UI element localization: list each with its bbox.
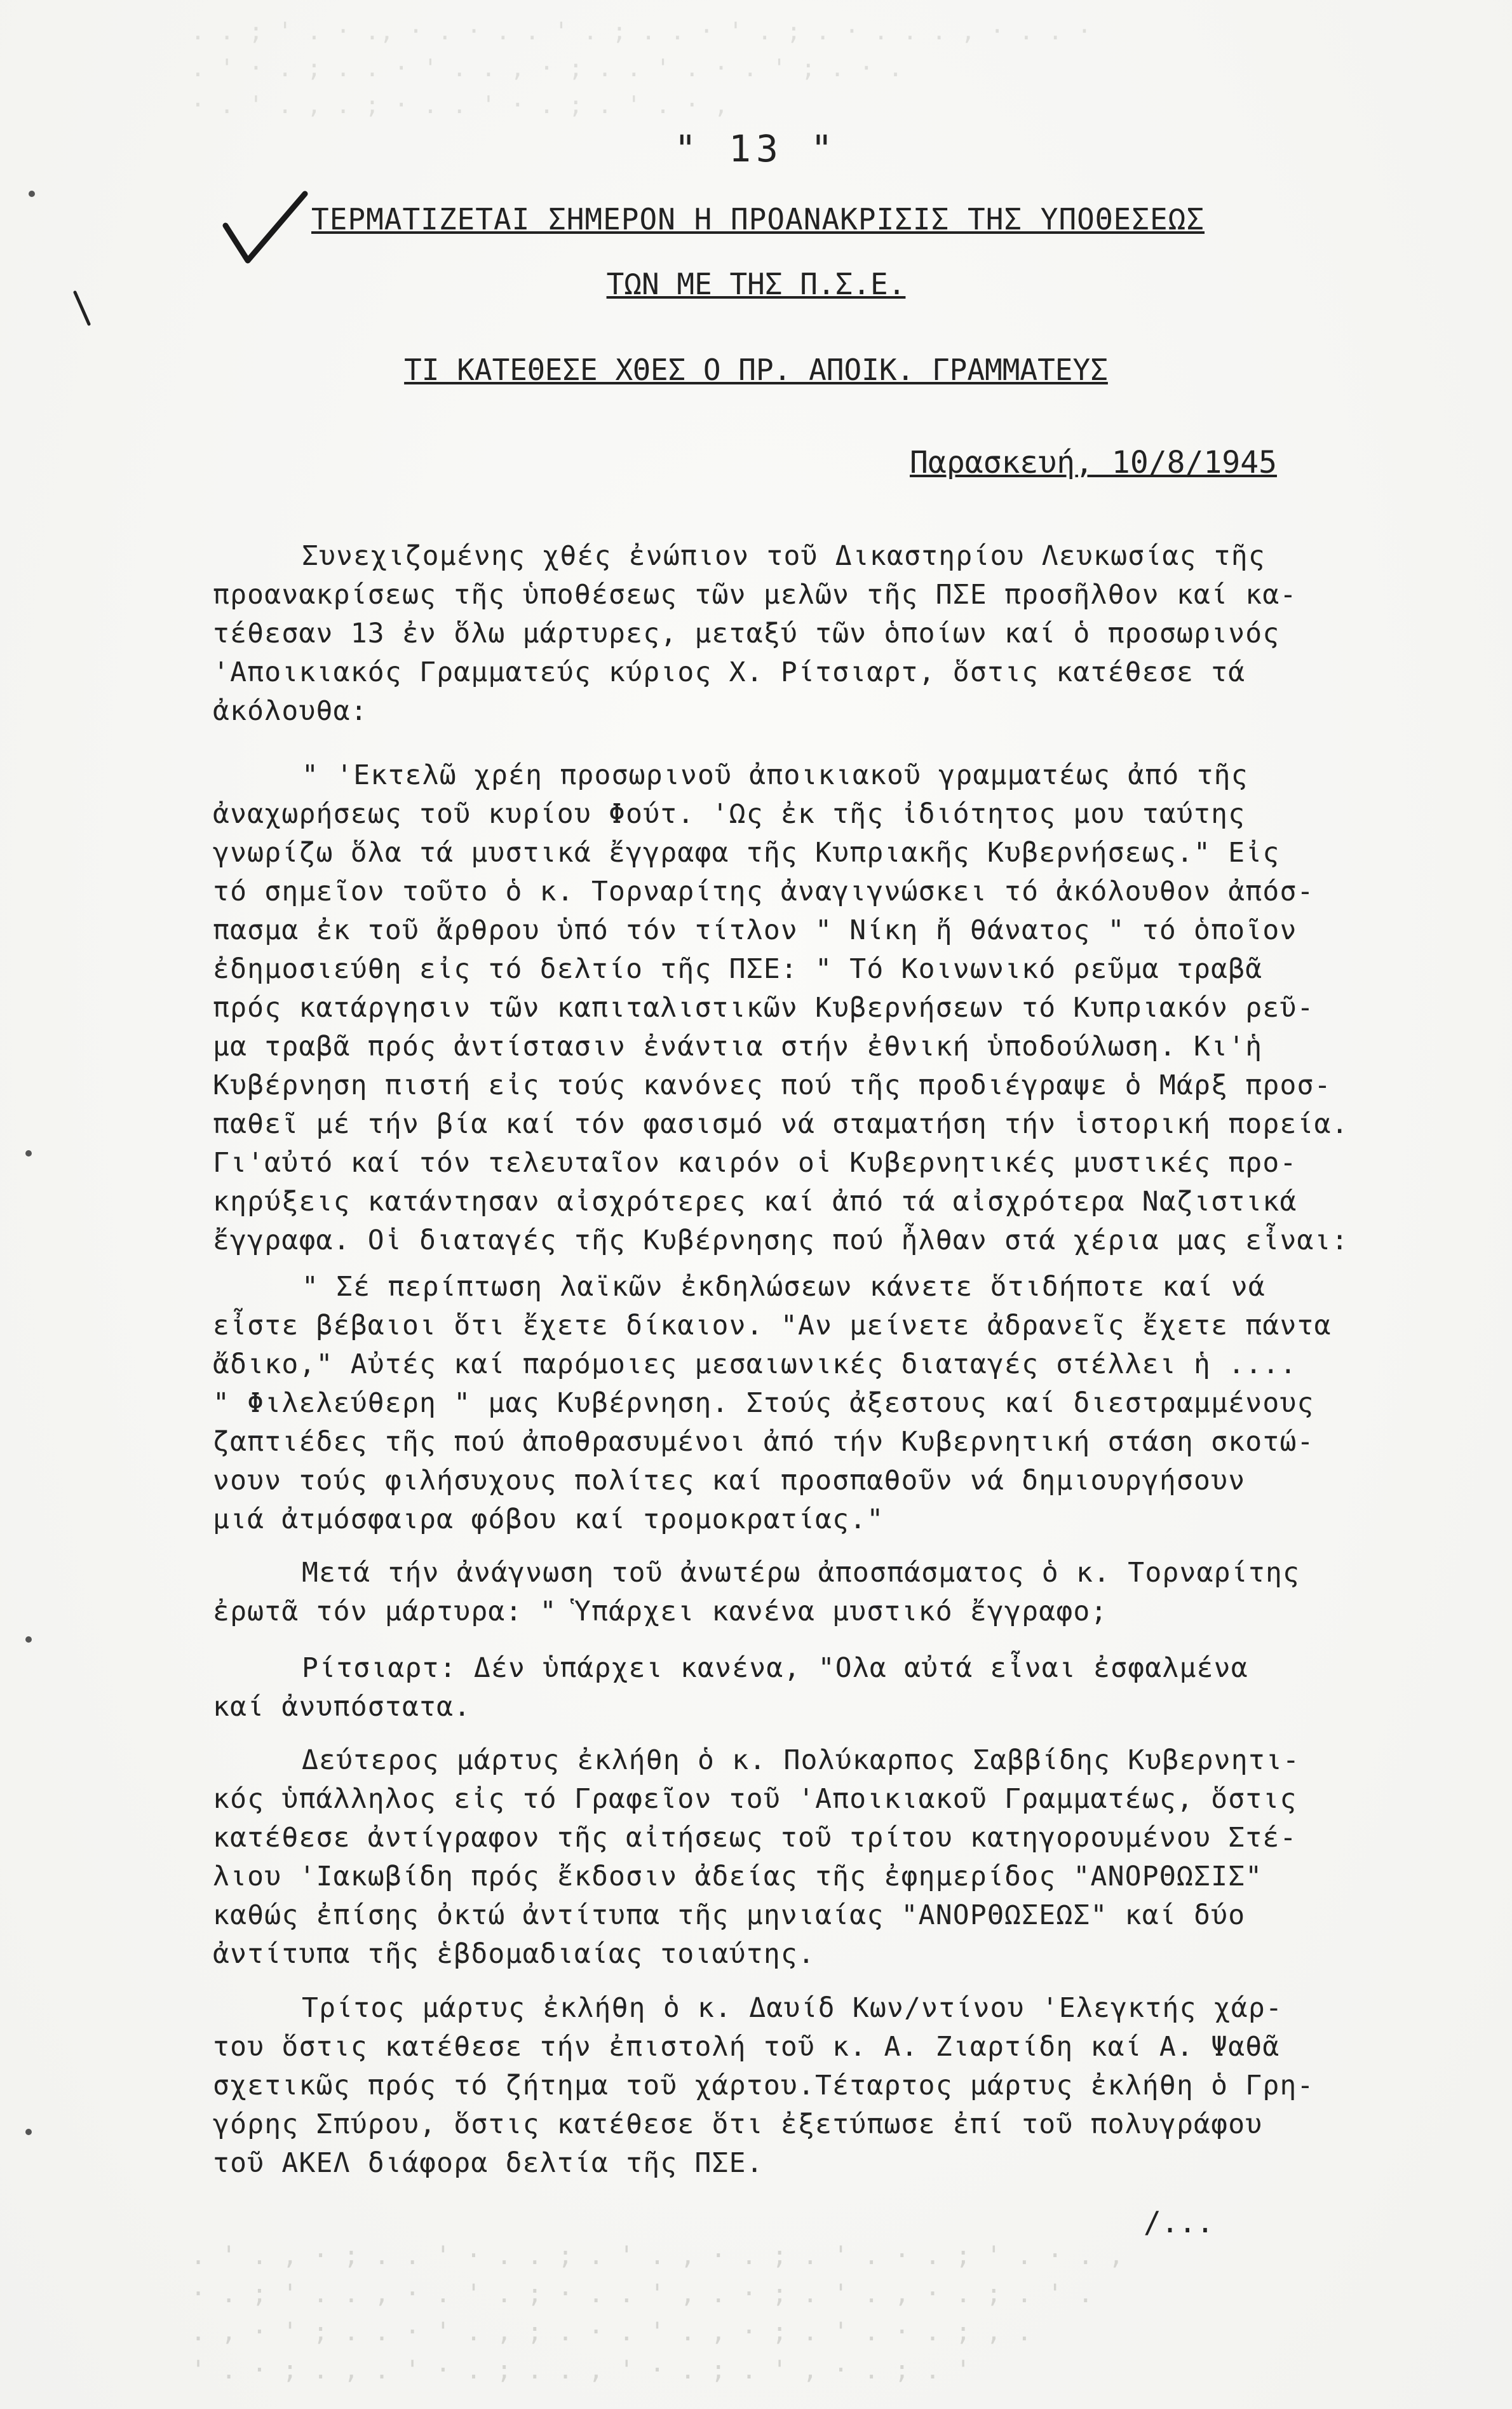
text-line: 'Αποικιακός Γραμματεύς κύριος Χ. Ρίτσιαρτ, ὅστις κατέθεσε τά [213,656,1246,688]
heading-line-2: ΤΩΝ ΜΕ ΤΗΣ Π.Σ.Ε. [606,267,906,301]
text-line: ἀναχωρήσεως τοῦ κυρίου Φούτ. 'Ως ἐκ τῆς ἰδιότητος μου ταύτης [213,798,1246,830]
text-line: πασμα ἐκ τοῦ ἄρθρου ὑπό τόν τίτλον " Νίκη ἤ θάνατος " τό ὁποῖον [213,914,1297,946]
text-line: Γι'αὐτό καί τόν τελευταῖον καιρόν οἱ Κυβερνητικές μυστικές προ- [213,1147,1297,1179]
margin-speck [25,1636,32,1643]
page-number: " 13 " [674,127,838,170]
text-line: νουν τούς φιλήσυχους πολίτες καί προσπαθοῦν νά δημιουργήσουν [213,1465,1246,1496]
text-line: Δεύτερος μάρτυς ἐκλήθη ὁ κ. Πολύκαρπος Σαββίδης Κυβερνητι- [302,1744,1300,1776]
text-line: τοῦ ΑΚΕΛ διάφορα δελτία τῆς ΠΣΕ. [213,2147,764,2179]
paragraph-1 [213,537,1420,731]
text-line: Ρίτσιαρτ: Δέν ὑπάρχει κανένα, "Ολα αὐτά εἶναι ἐσφαλμένα [302,1652,1248,1684]
text-line: ἀκόλουθα: [213,695,368,727]
text-line: Κυβέρνηση πιστή εἰς τούς κανόνες πού τῆς προδιέγραψε ὁ Μάρξ προσ- [213,1069,1332,1101]
margin-speck [25,1150,32,1157]
text-line: μιά ἀτμόσφαιρα φόβου καί τρομοκρατίας." [213,1503,884,1535]
text-line: καθώς ἐπίσης ὀκτώ ἀντίτυπα τῆς μηνιαίας "ΑΝΟΡΘΩΣΕΩΣ" καί δύο [213,1899,1246,1931]
text-line: κατέθεσε ἀντίγραφον τῆς αἰτήσεως τοῦ τρίτου κατηγορουμένου Στέ- [213,1822,1297,1854]
paragraph-4 [213,1554,1420,1631]
text-line: " 'Εκτελῶ χρέη προσωρινοῦ ἀποικιακοῦ γραμματέως ἀπό τῆς [302,759,1248,791]
text-line: ἐδημοσιεύθη εἰς τό δελτίο τῆς ΠΣΕ: " Τό Κοινωνικό ρεῦμα τραβᾶ [213,953,1263,985]
checkmark-icon [219,191,308,267]
text-line: προανακρίσεως τῆς ὑποθέσεως τῶν μελῶν τῆς ΠΣΕ προσῆλθον καί κα- [213,579,1297,611]
text-line: ζαπτιέδες τῆς πού ἀποθρασυμένοι ἀπό τήν Κυβερνητική στάση σκοτώ- [213,1426,1314,1458]
paragraph-6 [213,1741,1420,1974]
text-line: κηρύξεις κατάντησαν αἰσχρότερες καί ἀπό τά αἰσχρότερα Ναζιστικά [213,1186,1297,1218]
text-line: τό σημεῖον τοῦτο ὁ κ. Τορναρίτης ἀναγιγνώσκει τό ἀκόλουθον ἀπόσ- [213,876,1314,907]
date-line: Παρασκευή, 10/8/1945 [910,445,1277,480]
heading-line-1: ΤΕΡΜΑΤΙΖΕΤΑΙ ΣΗΜΕΡΟΝ Η ΠΡΟΑΝΑΚΡΙΣΙΣ ΤΗΣ ΥΠΟΘΕΣΕΩΣ [311,202,1205,236]
text-line: Τρίτος μάρτυς ἐκλήθη ὁ κ. Δαυίδ Κων/ντίνου 'Ελεγκτής χάρ- [302,1992,1283,2024]
paragraph-5 [213,1649,1420,1727]
paragraph-7 [213,1989,1420,2183]
text-line: καί ἀνυπόστατα. [213,1691,471,1723]
text-line: ἀντίτυπα τῆς ἑβδομαδιαίας τοιαύτης. [213,1938,816,1970]
text-line: εἶστε βέβαιοι ὅτι ἔχετε δίκαιον. "Αν μείνετε ἀδρανεῖς ἔχετε πάντα [213,1310,1332,1341]
text-line: κός ὑπάλληλος εἰς τό Γραφεῖον τοῦ 'Αποικιακοῦ Γραμματέως, ὅστις [213,1783,1297,1815]
text-line: μα τραβᾶ πρός ἀντίστασιν ἐνάντια στήν ἐθνική ὑποδούλωση. Κι'ἡ [213,1031,1263,1062]
text-line: ἔγγραφα. Οἱ διαταγές τῆς Κυβέρνησης πού ἦλθαν στά χέρια μας εἶναι: [213,1225,1349,1256]
paragraph-2 [213,756,1420,1260]
text-line: ἐρωτᾶ τόν μάρτυρα: " Ὑπάρχει κανένα μυστικό ἔγγραφο; [213,1596,1108,1627]
continued-mark: /... [1144,2205,1214,2239]
text-line: λιου 'Ιακωβίδη πρός ἔκδοσιν ἀδείας τῆς ἐφημερίδος "ΑΝΟΡΘΩΣΙΣ" [213,1861,1263,1892]
paragraph-3 [213,1268,1420,1539]
text-line: παθεῖ μέ τήν βία καί τόν φασισμό νά σταματήση τήν ἱστορική πορεία. [213,1108,1349,1140]
text-line: γνωρίζω ὅλα τά μυστικά ἔγγραφα τῆς Κυπριακῆς Κυβερνήσεως." Εἰς [213,837,1280,869]
text-line: τέθεσαν 13 ἐν ὅλω μάρτυρες, μεταξύ τῶν ὁποίων καί ὁ προσωρινός [213,618,1280,649]
bleed-through-text-bottom: . ' . , · ; . . ' · . . ; . ' . , · . ; . ' . · . ; ' . · . , · . ; ' . . , · . ' . ; · . . ' , . · ; . ' . , · . ; . ' . . , · ' ; . . · ' . , ; . · . ' . , · ; . ' . · . ; , . ' . · ; . , . ' · . ; . . , ' · . ; . ' , · . ; . ' [191,2241,1124,2385]
bleed-through-text-top: . . ; ' . · ., · . · . . ' . ; . . · ' . ; . · . . . , · . . · . ' · . ; . . · ' . . , · ; . . ' . · . ' ; . · . · . ' . , . ; · . . ' · . ; . ' . · , [191,17,1092,119]
heading-line-3: ΤΙ ΚΑΤΕΘΕΣΕ ΧΘΕΣ Ο ΠΡ. ΑΠΟΙΚ. ΓΡΑΜΜΑΤΕΥΣ [404,353,1108,387]
margin-speck [29,191,35,197]
text-line: Συνεχιζομένης χθές ἐνώπιον τοῦ Δικαστηρίου Λευκωσίας τῆς [302,540,1266,572]
text-line: " Σέ περίπτωση λαϊκῶν ἐκδηλώσεων κάνετε ὅτιδήποτε καί νά [302,1271,1266,1303]
text-line: του ὅστις κατέθεσε τήν ἐπιστολή τοῦ κ. Α. Ζιαρτίδη καί Α. Ψαθᾶ [213,2031,1280,2063]
text-line: " Φιλελεύθερη " μας Κυβέρνηση. Στούς ἀξεστους καί διεστραμμένους [213,1387,1314,1419]
text-line: γόρης Σπύρου, ὅστις κατέθεσε ὅτι ἐξετύπωσε ἐπί τοῦ πολυγράφου [213,2108,1263,2140]
text-line: Μετά τήν ἀνάγνωση τοῦ ἀνωτέρω ἀποσπάσματος ὁ κ. Τορναρίτης [302,1557,1300,1589]
text-line: πρός κατάργησιν τῶν καπιταλιστικῶν Κυβερνήσεων τό Κυπριακόν ρεῦ- [213,992,1314,1024]
margin-speck [25,2129,32,2135]
text-line: σχετικῶς πρός τό ζήτημα τοῦ χάρτου.Τέταρτος μάρτυς ἐκλήθη ὁ Γρη- [213,2070,1314,2101]
text-line: ἄδικο," Αὐτές καί παρόμοιες μεσαιωνικές διαταγές στέλλει ἡ .... [213,1348,1297,1380]
